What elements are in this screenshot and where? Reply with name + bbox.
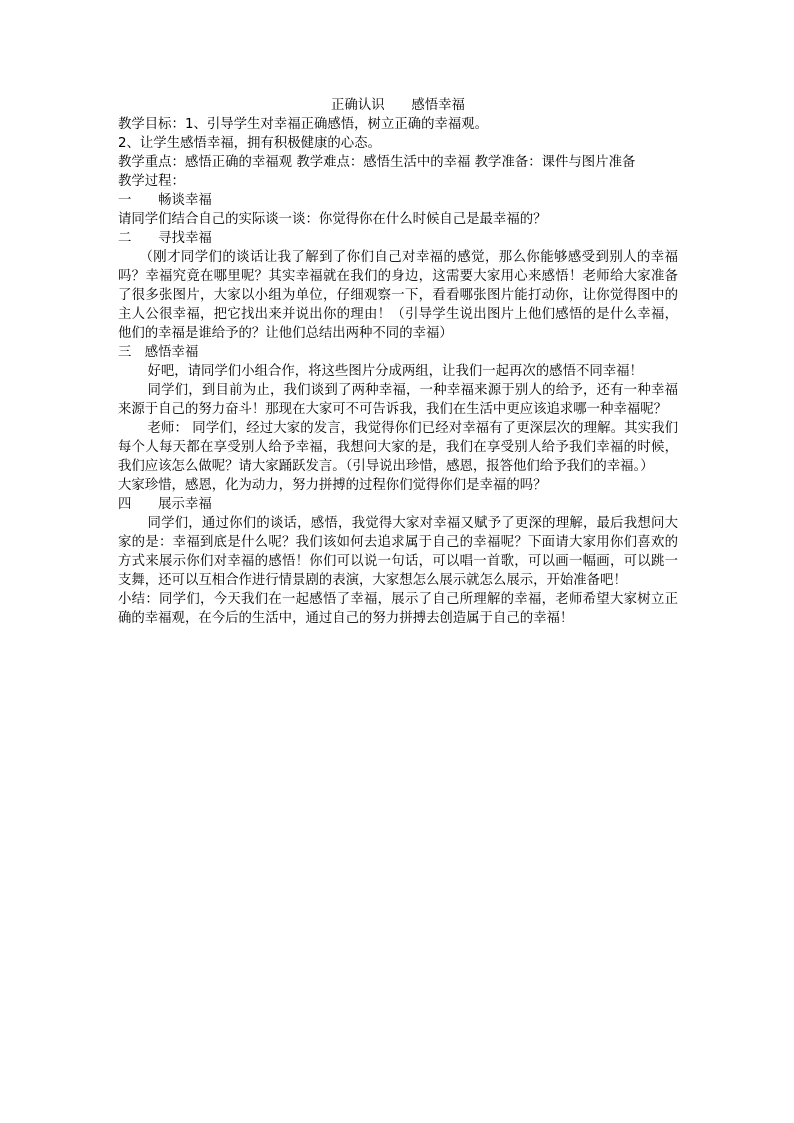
section-1-heading: 一 畅谈幸福 [118, 193, 212, 208]
section-2-heading: 二 寻找幸福 [118, 231, 212, 246]
section-2-text: （刚才同学们的谈话让我了解到了你们自己对幸福的感觉，那么你能够感受到别人的幸福吗？幸福究竟在哪里呢？其实幸福就在我们的身边，这需要大家用心来感悟！老师给大家准备了很多张图片，大家以小组为单位，仔细观察一下，看看哪张图片能打动你，让你觉得图中的主人公很幸福，把它找出来并说出你的理由！（引导学生说出图片上他们感悟的是什么幸福，他们的幸福是谁给予的？让他们总结出两种不同的幸福） [118, 250, 678, 341]
section-1-text: 请同学们结合自己的实际谈一谈：你觉得你在什么时候自己是最幸福的？ [118, 212, 547, 227]
teaching-process-label: 教学过程： [118, 174, 185, 189]
summary-text: 小结：同学们，今天我们在一起感悟了幸福，展示了自己所理解的幸福，老师希望大家树立正确的幸福观，在今后的生活中，通过自己的努力拼搏去创造属于自己的幸福！ [118, 592, 678, 626]
teaching-focus-line: 教学重点：感悟正确的幸福观 教学难点：感悟生活中的幸福 教学准备：课件与图片准备 [118, 155, 636, 170]
section-3-text-1: 好吧，请同学们小组合作，将这些图片分成两组，让我们一起再次的感悟不同幸福！ [147, 364, 643, 379]
teaching-goal-1: 教学目标：1、引导学生对幸福正确感悟，树立正确的幸福观。 [118, 117, 489, 132]
document-page [118, 96, 678, 628]
section-4-text: 同学们，通过你们的谈话，感悟，我觉得大家对幸福又赋予了更深的理解，最后我想问大家的是：幸福到底是什么呢？我们该如何去追求属于自己的幸福呢？下面请大家用你们喜欢的方式来展示你们对幸福的感悟！你们可以说一句话，可以唱一首歌，可以画一幅画，可以跳一支舞，还可以互相合作进行情景剧的表演，大家想怎么展示就怎么展示，开始准备吧！ [118, 516, 678, 588]
section-3-text-4: 大家珍惜，感恩，化为动力，努力拼搏的过程你们觉得你们是幸福的吗？ [118, 478, 547, 493]
section-4-heading: 四 展示幸福 [118, 497, 212, 512]
document-title: 正确认识 感悟幸福 [331, 98, 465, 113]
section-3-text-3: 老师： 同学们，经过大家的发言，我觉得你们已经对幸福有了更深层次的理解。其实我们每个人每天都在享受别人给予幸福，我想问大家的是，我们在享受别人给予我们幸福的时候，我们应该怎么做呢？请大家踊跃发言。（引导说出珍惜，感恩，报答他们给予我们的幸福。） [118, 421, 678, 474]
teaching-goal-2: 2、让学生感悟幸福，拥有积极健康的心态。 [118, 136, 381, 151]
section-3-heading: 三 感悟幸福 [118, 345, 199, 360]
section-3-text-2: 同学们，到目前为止，我们谈到了两种幸福，一种幸福来源于别人的给予，还有一种幸福来源于自己的努力奋斗！那现在大家可不可告诉我，我们在生活中更应该追求哪一种幸福呢？ [118, 383, 678, 417]
